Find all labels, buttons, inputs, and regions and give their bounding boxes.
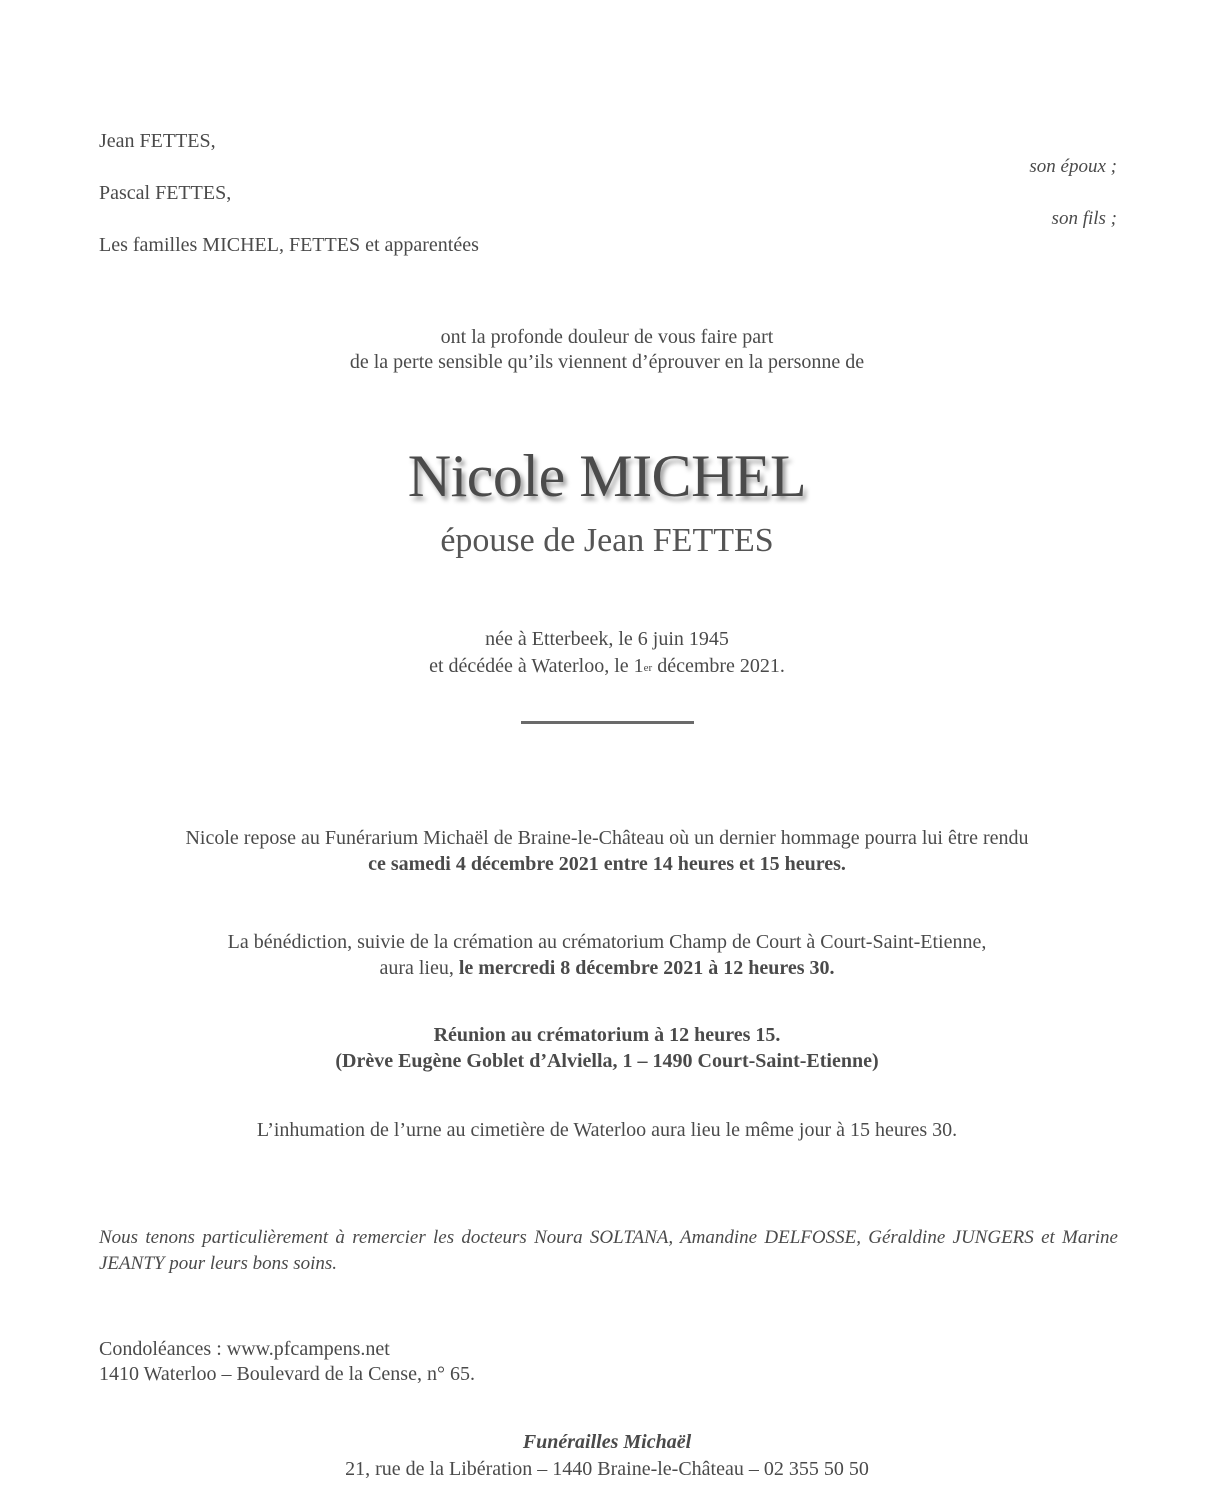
death-line-prefix: et décédée à Waterloo, le 1: [429, 655, 644, 677]
section-divider: [521, 721, 694, 724]
burial-line: L’inhumation de l’urne au cimetière de Waterloo aura lieu le même jour à 15 heures 30.: [256, 1119, 958, 1141]
announcement-line-1: ont la profonde douleur de vous faire part: [440, 326, 774, 348]
deceased-spouse: épouse de Jean FETTES: [440, 522, 774, 559]
viewing-line-2: ce samedi 4 décembre 2021 entre 14 heures et 15 heures.: [368, 853, 846, 875]
footer-address: 21, rue de la Libération – 1440 Braine-le-Château – 02 355 50 50: [345, 1458, 869, 1480]
death-line-ordinal: er: [643, 662, 653, 674]
footer-company: Funérailles Michaël: [522, 1431, 692, 1453]
thanks-text: Nous tenons particulièrement à remercier les docteurs Noura SOLTANA, Amandine DELFOSSE, Géraldine JUNGERS et Marine JEANTY pour leurs bons soins.: [99, 1227, 1118, 1274]
death-line: [0, 653, 1214, 679]
death-line-suffix: décembre 2021.: [652, 655, 785, 677]
birth-line: née à Etterbeek, le 6 juin 1945: [485, 628, 729, 650]
family-line-families: Les familles MICHEL, FETTES et apparentées: [99, 234, 479, 256]
ceremony-line-2-date: le mercredi 8 décembre 2021 à 12 heures 30.: [458, 957, 835, 979]
condolences-line-1: Condoléances : www.pfcampens.net: [99, 1338, 390, 1360]
family-relation-son: son fils ;: [1051, 208, 1117, 229]
announcement-line-2: de la perte sensible qu’ils viennent d’éprouver en la personne de: [349, 351, 865, 373]
viewing-line-1: Nicole repose au Funérarium Michaël de Braine-le-Château où un dernier hommage pourra lui être rendu: [185, 827, 1029, 849]
condolences-line-2: 1410 Waterloo – Boulevard de la Cense, n° 65.: [99, 1363, 475, 1385]
meeting-line-1: Réunion au crématorium à 12 heures 15.: [433, 1024, 781, 1046]
ceremony-line-1: La bénédiction, suivie de la crémation au crématorium Champ de Court à Court-Saint-Etienne,: [227, 931, 987, 953]
family-line-spouse: Jean FETTES,: [99, 130, 216, 152]
family-line-son: Pascal FETTES,: [99, 182, 232, 204]
ceremony-line-2-prefix: aura lieu,: [379, 957, 459, 979]
deceased-name: Nicole MICHEL: [407, 443, 807, 509]
family-relation-spouse: son époux ;: [1029, 156, 1117, 177]
ceremony-line-2: [0, 955, 1214, 981]
meeting-line-2: (Drève Eugène Goblet d’Alviella, 1 – 1490 Court-Saint-Etienne): [335, 1050, 879, 1072]
